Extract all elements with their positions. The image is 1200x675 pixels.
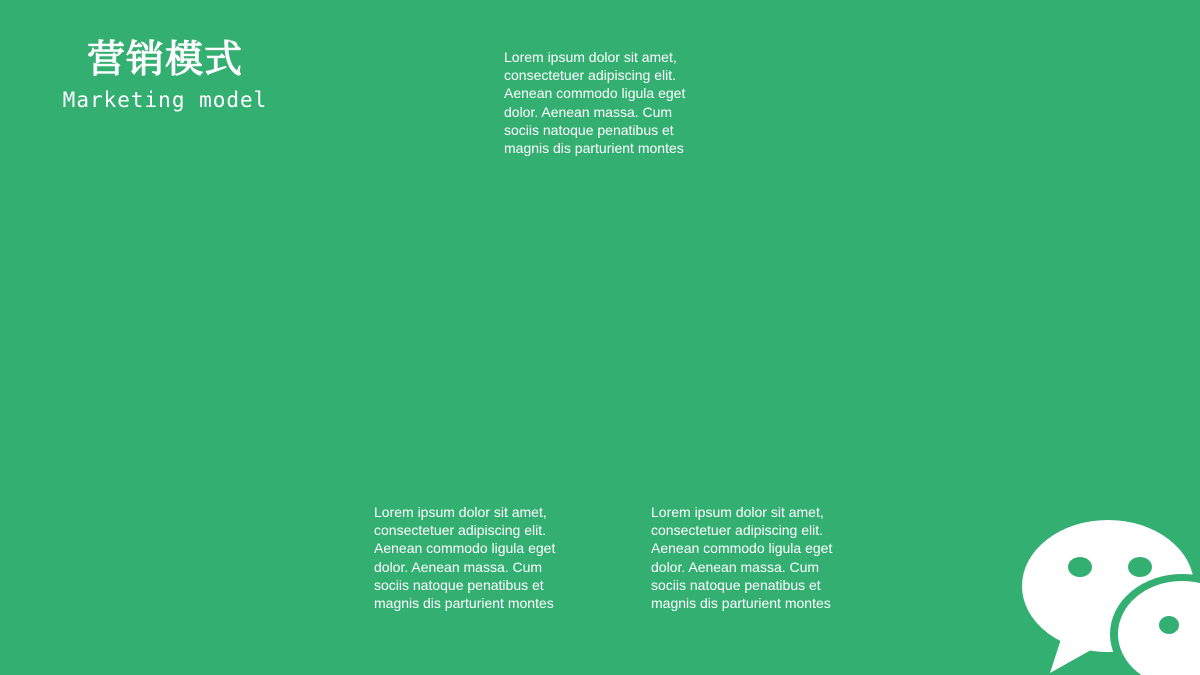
text-line: consectetuer adipiscing elit.: [374, 522, 546, 539]
text-line: Lorem ipsum dolor sit amet,: [374, 504, 547, 520]
page-title: 营销模式: [86, 37, 243, 81]
text-block-bottom-left: [374, 503, 584, 612]
text-line: consectetuer adipiscing elit.: [651, 522, 823, 539]
text-line: magnis dis parturient montes: [374, 595, 554, 612]
text-line: magnis dis parturient montes: [651, 595, 831, 612]
text-line: Aenean commodo ligula eget: [651, 540, 833, 557]
text-line: Aenean commodo ligula eget: [504, 85, 686, 102]
text-line: sociis natoque penatibus et: [374, 576, 544, 593]
text-line: sociis natoque penatibus et: [504, 121, 674, 138]
wechat-icon: [1020, 518, 1200, 675]
text-line: dolor. Aenean massa. Cum: [504, 103, 673, 120]
text-line: dolor. Aenean massa. Cum: [374, 558, 543, 575]
page-subtitle: Marketing model: [62, 88, 268, 112]
text-block-top: [504, 48, 714, 157]
wechat-large-eye-left: [1068, 557, 1092, 577]
title-block: [40, 36, 290, 114]
text-line: Lorem ipsum dolor sit amet,: [651, 504, 824, 520]
text-line: consectetuer adipiscing elit.: [504, 67, 676, 84]
text-line: magnis dis parturient montes: [504, 140, 684, 157]
text-block-bottom-right: [651, 503, 861, 612]
wechat-small-eye: [1159, 616, 1179, 634]
text-line: dolor. Aenean massa. Cum: [651, 558, 820, 575]
wechat-large-eye-right: [1128, 557, 1152, 577]
text-line: Aenean commodo ligula eget: [374, 540, 556, 557]
text-line: Lorem ipsum dolor sit amet,: [504, 49, 677, 65]
text-line: sociis natoque penatibus et: [651, 576, 821, 593]
